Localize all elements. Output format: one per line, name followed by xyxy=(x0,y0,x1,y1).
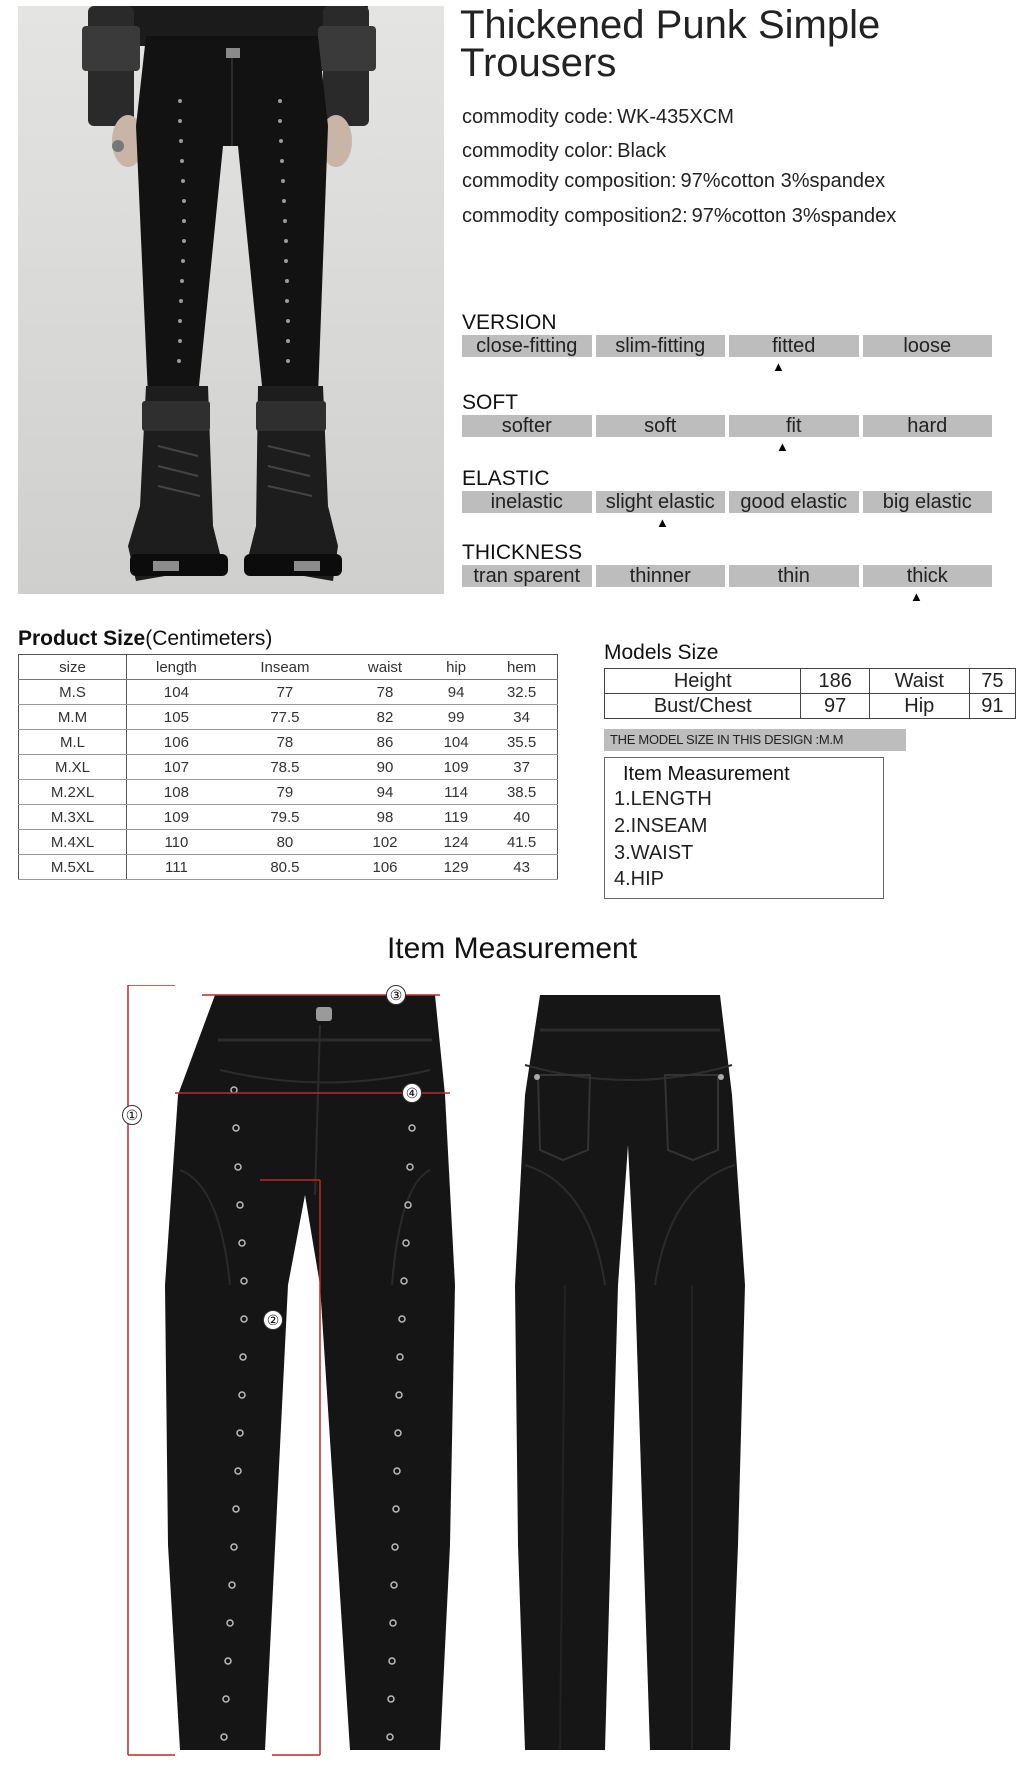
scale-title-elastic: ELASTIC xyxy=(462,467,550,490)
scale-version xyxy=(462,335,992,357)
table-cell: 82 xyxy=(344,705,426,730)
table-cell: 102 xyxy=(344,830,426,855)
scale-title-soft: SOFT xyxy=(462,391,518,414)
scale-option: good elastic xyxy=(729,491,859,513)
table-cell: M.L xyxy=(19,730,127,755)
scale-soft xyxy=(462,415,992,437)
table-row xyxy=(19,805,558,830)
table-cell: 106 xyxy=(127,730,226,755)
table-cell: 77 xyxy=(226,680,344,705)
product-title: Thickened Punk Simple Trousers xyxy=(460,3,881,85)
table-cell: 97 xyxy=(801,694,869,719)
model-size-note: THE MODEL SIZE IN THIS DESIGN :M.M xyxy=(604,729,906,751)
spec-value: 97%cotton 3%spandex xyxy=(680,170,886,192)
callout-hip: ④ xyxy=(402,1083,422,1103)
table-cell: 78 xyxy=(226,730,344,755)
table-cell: 37 xyxy=(486,755,557,780)
table-cell: 94 xyxy=(426,680,486,705)
measurement-item: 4.HIP xyxy=(614,868,665,890)
table-cell: 105 xyxy=(127,705,226,730)
selection-marker-icon: ▲ xyxy=(772,359,785,374)
models-size-table xyxy=(604,668,1016,719)
spec-commodity-code xyxy=(462,106,1002,129)
table-cell: 43 xyxy=(486,855,557,880)
table-cell: 80 xyxy=(226,830,344,855)
table-cell: Hip xyxy=(869,694,969,719)
spec-label: commodity composition2: xyxy=(462,205,688,227)
table-cell: M.3XL xyxy=(19,805,127,830)
table-cell: 109 xyxy=(426,755,486,780)
scale-elastic xyxy=(462,491,992,513)
table-row xyxy=(19,755,558,780)
table-cell: 38.5 xyxy=(486,780,557,805)
scale-title-version: VERSION xyxy=(462,311,557,334)
scale-option-selected: thick xyxy=(863,565,993,587)
table-cell: M.2XL xyxy=(19,780,127,805)
scale-option: inelastic xyxy=(462,491,592,513)
table-cell: 104 xyxy=(127,680,226,705)
measurement-item: 2.INSEAM xyxy=(614,815,708,837)
callout-waist: ③ xyxy=(386,985,406,1005)
table-cell: 129 xyxy=(426,855,486,880)
table-cell: 32.5 xyxy=(486,680,557,705)
table-cell: 119 xyxy=(426,805,486,830)
scale-option-selected: fitted xyxy=(729,335,859,357)
column-header: hem xyxy=(486,655,557,680)
selection-marker-icon: ▲ xyxy=(910,589,923,604)
table-cell: 77.5 xyxy=(226,705,344,730)
scale-title-thickness: THICKNESS xyxy=(462,541,583,564)
scale-option: loose xyxy=(863,335,993,357)
table-cell: 109 xyxy=(127,805,226,830)
scale-thickness xyxy=(462,565,992,587)
product-size-heading: Product Size xyxy=(18,627,146,650)
table-cell: 98 xyxy=(344,805,426,830)
selection-marker-icon: ▲ xyxy=(776,439,789,454)
spec-commodity-composition2 xyxy=(462,205,1002,228)
spec-commodity-composition xyxy=(462,170,1002,193)
column-header: size xyxy=(19,655,127,680)
item-measurement-title: Item Measurement xyxy=(386,932,638,965)
spec-label: commodity composition: xyxy=(462,170,677,192)
scale-option: thinner xyxy=(596,565,726,587)
scale-option: hard xyxy=(863,415,993,437)
table-cell: 40 xyxy=(486,805,557,830)
table-cell: 104 xyxy=(426,730,486,755)
product-size-table xyxy=(18,654,558,880)
selection-marker-icon: ▲ xyxy=(656,515,669,530)
table-cell: 75 xyxy=(969,669,1015,694)
table-cell: 111 xyxy=(127,855,226,880)
table-cell: 41.5 xyxy=(486,830,557,855)
table-cell: 99 xyxy=(426,705,486,730)
callout-inseam: ② xyxy=(263,1310,283,1330)
table-cell: 108 xyxy=(127,780,226,805)
table-cell: 79 xyxy=(226,780,344,805)
table-cell: 114 xyxy=(426,780,486,805)
column-header: hip xyxy=(426,655,486,680)
measurement-diagram xyxy=(120,985,1020,1785)
table-cell: M.4XL xyxy=(19,830,127,855)
table-cell: M.XL xyxy=(19,755,127,780)
item-measurement-box xyxy=(604,757,884,899)
table-cell: 80.5 xyxy=(226,855,344,880)
table-cell: 94 xyxy=(344,780,426,805)
spec-value: Black xyxy=(617,140,667,162)
scale-option: thin xyxy=(729,565,859,587)
table-header-row xyxy=(19,655,558,680)
table-cell: M.S xyxy=(19,680,127,705)
table-cell: 79.5 xyxy=(226,805,344,830)
column-header: length xyxy=(127,655,226,680)
table-row xyxy=(19,730,558,755)
scale-option: softer xyxy=(462,415,592,437)
product-size-unit: (Centimeters) xyxy=(145,627,273,650)
table-cell: 107 xyxy=(127,755,226,780)
spec-commodity-color xyxy=(462,140,1002,163)
spec-value: 97%cotton 3%spandex xyxy=(691,205,897,227)
table-cell: M.5XL xyxy=(19,855,127,880)
callout-length: ① xyxy=(122,1105,142,1125)
table-cell: 78 xyxy=(344,680,426,705)
table-cell: Waist xyxy=(869,669,969,694)
measurement-item: 3.WAIST xyxy=(614,842,694,864)
spec-value: WK-435XCM xyxy=(617,106,734,128)
scale-option-selected: fit xyxy=(729,415,859,437)
scale-option-selected: slight elastic xyxy=(596,491,726,513)
measurement-item: 1.LENGTH xyxy=(614,788,712,810)
scale-option: soft xyxy=(596,415,726,437)
model-wearing-trousers-illustration xyxy=(18,6,444,594)
table-row xyxy=(19,705,558,730)
table-row xyxy=(19,680,558,705)
models-size-title: Models Size xyxy=(604,641,719,664)
table-cell: Bust/Chest xyxy=(605,694,801,719)
table-cell: 78.5 xyxy=(226,755,344,780)
table-row xyxy=(19,830,558,855)
product-size-title xyxy=(18,627,272,651)
table-cell: Height xyxy=(605,669,801,694)
table-cell: 110 xyxy=(127,830,226,855)
table-cell: M.M xyxy=(19,705,127,730)
spec-label: commodity color: xyxy=(462,140,614,162)
table-cell: 186 xyxy=(801,669,869,694)
spec-label: commodity code: xyxy=(462,106,614,128)
table-cell: 35.5 xyxy=(486,730,557,755)
scale-option: close-fitting xyxy=(462,335,592,357)
scale-option: slim-fitting xyxy=(596,335,726,357)
table-cell: 124 xyxy=(426,830,486,855)
table-cell: 86 xyxy=(344,730,426,755)
table-row xyxy=(19,855,558,880)
table-cell: 90 xyxy=(344,755,426,780)
table-cell: 106 xyxy=(344,855,426,880)
scale-option: big elastic xyxy=(863,491,993,513)
trousers-front-back-illustration xyxy=(120,985,1020,1785)
scale-option: tran sparent xyxy=(462,565,592,587)
column-header: Inseam xyxy=(226,655,344,680)
table-row xyxy=(605,694,1016,719)
product-photo xyxy=(18,6,444,594)
table-cell: 34 xyxy=(486,705,557,730)
table-row xyxy=(19,780,558,805)
table-cell: 91 xyxy=(969,694,1015,719)
item-measurement-box-title: Item Measurement xyxy=(623,763,790,785)
column-header: waist xyxy=(344,655,426,680)
table-row xyxy=(605,669,1016,694)
